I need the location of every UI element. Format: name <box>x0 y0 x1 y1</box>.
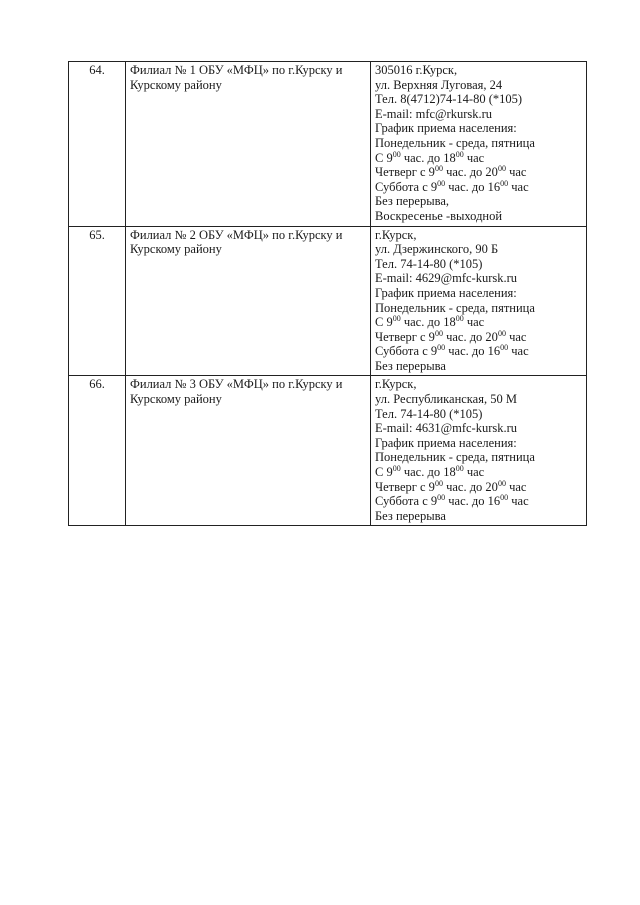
address-street: ул. Верхняя Луговая, 24 <box>375 77 503 92</box>
address-street: ул. Республиканская, 50 М <box>375 392 517 407</box>
schedule-header: График приема населения: <box>375 285 517 300</box>
weekdays-hours: С $9^{00}$ час. до $18^{00}$ час <box>375 314 485 330</box>
email: E-mail: 4631@mfc-kursk.ru <box>375 421 518 436</box>
table-row <box>69 62 587 227</box>
address-street: ул. Дзержинского, 90 Б <box>375 242 499 257</box>
saturday-hours: Суббота с $9^{00}$ час. до $16^{00}$ час <box>375 493 529 509</box>
table-row <box>69 376 587 526</box>
phone: Тел. 74-14-80 (*105) <box>375 406 483 421</box>
break-note: Без перерыва <box>375 358 446 373</box>
branch-name: Филиал № 3 ОБУ «МФЦ» по г.Курску и Курскому району <box>126 376 371 526</box>
email: E-mail: mfc@rkursk.ru <box>375 106 493 121</box>
table-row <box>69 226 587 376</box>
row-number: 64. <box>69 62 126 227</box>
branches-table <box>68 61 587 526</box>
break-note: Без перерыва <box>375 508 446 523</box>
branch-name: Филиал № 1 ОБУ «МФЦ» по г.Курску и Курскому району <box>126 62 371 227</box>
row-number: 66. <box>69 376 126 526</box>
schedule-weekdays: Понедельник - среда, пятница <box>375 450 535 465</box>
thursday-hours: Четверг с $9^{00}$ час. до $20^{00}$ час <box>375 328 527 344</box>
branch-info <box>371 226 587 376</box>
break-note: Без перерыва, <box>375 194 450 209</box>
schedule-weekdays: Понедельник - среда, пятница <box>375 135 535 150</box>
weekdays-hours: С $9^{00}$ час. до $18^{00}$ час <box>375 464 485 480</box>
thursday-hours: Четверг с $9^{00}$ час. до $20^{00}$ час <box>375 164 527 180</box>
address-city: г.Курск, <box>375 227 417 242</box>
schedule-header: График приема населения: <box>375 121 517 136</box>
branch-info <box>371 376 587 526</box>
phone: Тел. 8(4712)74-14-80 (*105) <box>375 92 523 107</box>
phone: Тел. 74-14-80 (*105) <box>375 256 483 271</box>
address-city: г.Курск, <box>375 377 417 392</box>
row-number: 65. <box>69 226 126 376</box>
branch-info <box>371 62 587 227</box>
saturday-hours: Суббота с $9^{00}$ час. до $16^{00}$ час <box>375 178 529 194</box>
schedule-header: График приема населения: <box>375 435 517 450</box>
schedule-weekdays: Понедельник - среда, пятница <box>375 300 535 315</box>
address-city: 305016 г.Курск, <box>375 63 458 77</box>
sunday-note: Воскресенье -выходной <box>375 208 503 223</box>
email: E-mail: 4629@mfc-kursk.ru <box>375 271 518 286</box>
thursday-hours: Четверг с $9^{00}$ час. до $20^{00}$ час <box>375 478 527 494</box>
weekdays-hours: С $9^{00}$ час. до $18^{00}$ час <box>375 149 485 165</box>
branch-name: Филиал № 2 ОБУ «МФЦ» по г.Курску и Курскому району <box>126 226 371 376</box>
saturday-hours: Суббота с $9^{00}$ час. до $16^{00}$ час <box>375 343 529 359</box>
